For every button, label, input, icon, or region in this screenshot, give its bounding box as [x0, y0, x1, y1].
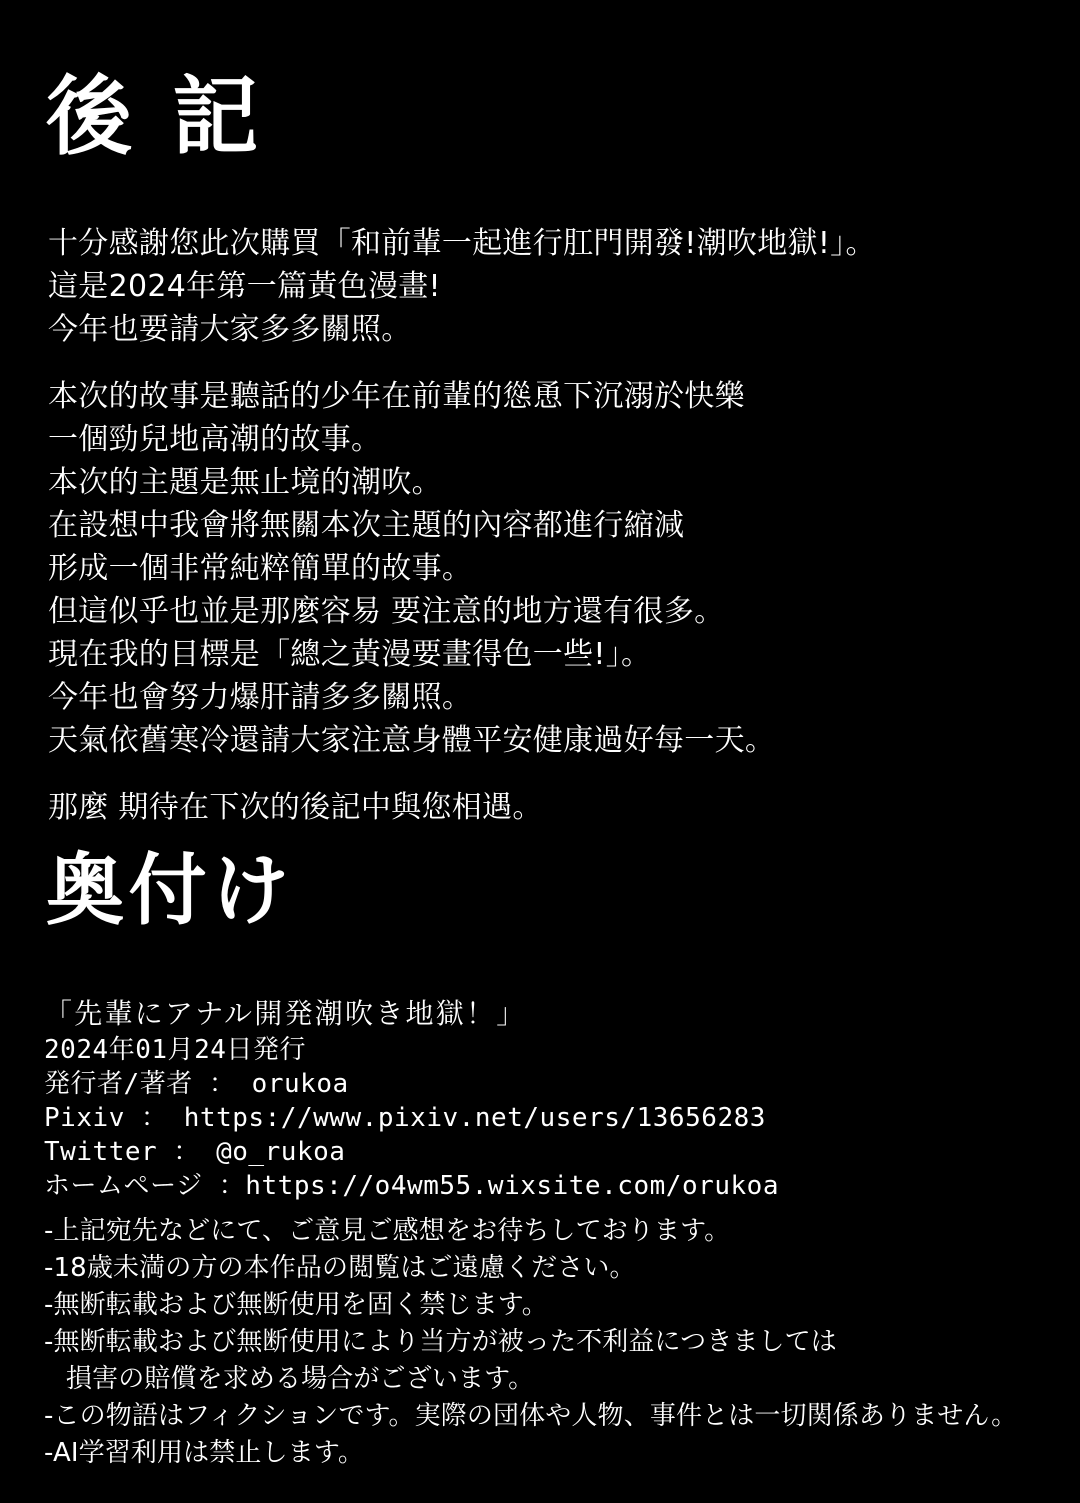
afterword-line: 形成一個非常純粹簡單的故事。: [48, 551, 473, 586]
colophon-notice-line: -無断転載および無断使用を固く禁じます。: [44, 1290, 548, 1320]
colophon-notice-line: 損害の賠償を求める場合がございます。: [66, 1364, 535, 1394]
afterword-line: 那麼 期待在下次的後記中與您相遇。: [48, 790, 543, 825]
afterword-line: 十分感謝您此次購買「和前輩一起進行肛門開發!潮吹地獄!」。: [48, 226, 876, 261]
afterword-line: 在設想中我會將無關本次主題的內容都進行縮減: [48, 508, 685, 543]
afterword-line: 天氣依舊寒冷還請大家注意身體平安健康過好每一天。: [48, 723, 776, 758]
afterword-paragraph: [48, 222, 1048, 351]
afterword-line: 一個勁兒地高潮的故事。: [48, 422, 382, 457]
afterword-line: 本次的主題是無止境的潮吹。: [48, 465, 442, 500]
afterword-line: 今年也會努力爆肝請多多關照。: [48, 680, 473, 715]
colophon-credit-line: 2024年01月24日発行: [44, 1035, 306, 1065]
afterword-line: 現在我的目標是「總之黃漫要畫得色一些!」。: [48, 637, 652, 672]
afterword-line: 本次的故事是聽話的少年在前輩的慫恿下沉溺於快樂: [48, 379, 745, 414]
colophon-notice-line: -AI学習利用は禁止します。: [44, 1438, 365, 1468]
colophon-notice-line: -上記宛先などにて、ご意見ご感想をお待ちしております。: [44, 1216, 731, 1246]
colophon-work-title: 「先輩にアナル開発潮吹き地獄！」: [44, 997, 527, 1030]
colophon-notice-line: -無断転載および無断使用により当方が被った不利益につきましては: [44, 1327, 837, 1357]
colophon-credit-line: ホームページ ：https://o4wm55.wixsite.com/orukoa: [44, 1171, 780, 1201]
colophon-heading: 奥付け: [46, 846, 295, 936]
afterword-line: 今年也要請大家多多關照。: [48, 312, 412, 347]
afterword-line: 但這似乎也並是那麼容易 要注意的地方還有很多。: [48, 594, 725, 629]
colophon-notice-line: -この物語はフィクションです。実際の団体や人物、事件とは一切関係ありません。: [44, 1401, 1018, 1431]
colophon-credit-line: Twitter ： @o_rukoa: [44, 1137, 346, 1167]
afterword-heading: 後 記: [46, 67, 264, 167]
colophon-credits: [44, 995, 1054, 1203]
afterword-paragraph: [48, 375, 1048, 762]
afterword-paragraph: [48, 786, 1048, 829]
colophon-notice-line: -18歳未満の方の本作品の閲覧はご遠慮ください。: [44, 1253, 636, 1283]
afterword-line: 這是2024年第一篇黃色漫畫!: [48, 269, 441, 304]
colophon-credit-line: 発行者/著者 ： orukoa: [44, 1069, 349, 1099]
colophon-notices: [44, 1213, 1064, 1472]
afterword-body: [48, 222, 1048, 853]
colophon-credit-line: Pixiv ： https://www.pixiv.net/users/13656283: [44, 1103, 766, 1133]
